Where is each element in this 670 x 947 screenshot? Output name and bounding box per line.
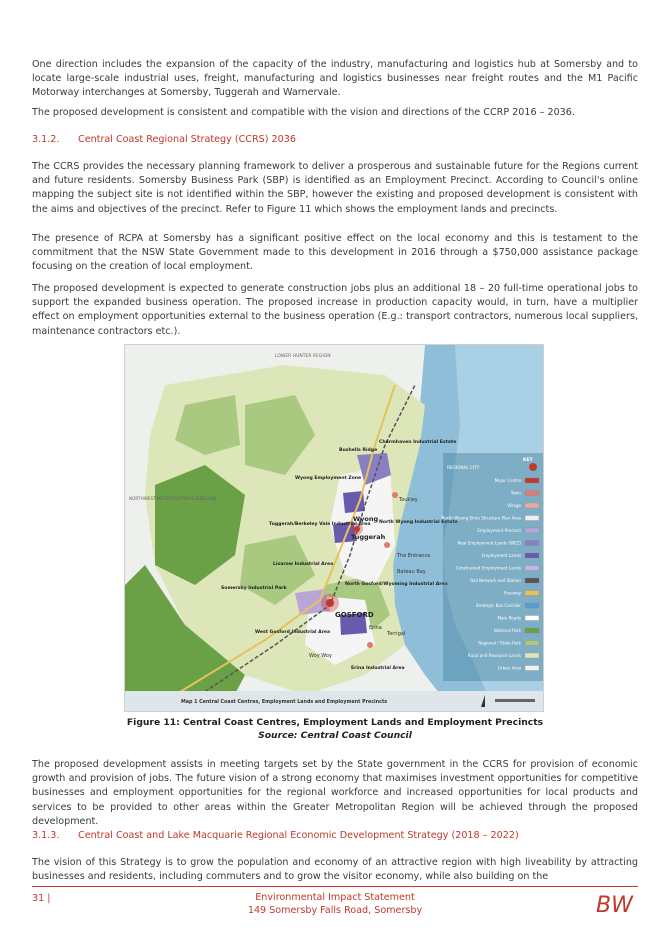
section-title: Central Coast Regional Strategy (CCRS) 2036	[78, 134, 296, 145]
legend-swatch	[525, 491, 539, 496]
company-logo	[594, 888, 638, 918]
svg-text:BW: BW	[596, 893, 633, 918]
figure-map	[124, 344, 544, 712]
map-label-west-gosford: West Gosford Industrial Area	[255, 630, 331, 635]
scale-bar	[495, 699, 535, 702]
map-label-north-gosford: North Gosford/Wyoming Industrial Area	[345, 582, 448, 587]
map-label-tuggerah: Tuggerah	[351, 533, 386, 541]
section-number: 3.1.3.	[32, 830, 60, 841]
section-number: 3.1.2.	[32, 134, 60, 145]
paragraph-targets: The proposed development assists in meeting targets set by the State government in the CCRS for provision of economic growth and provision of jobs. The future vision of a strong economy that maximises investment opportunities for competitive businesses and employment opportunities for the regional workforce and increased opportunities for local products and services to be provided to other areas within the Greater Metropolitan Region will be achieved through the proposed development.	[32, 759, 638, 827]
legend-item-label: North Wyong Shire Structure Plan Area	[441, 515, 521, 521]
legend-key-label: KEY	[523, 458, 533, 463]
legend-swatch	[525, 478, 539, 483]
legend-item-label: Employment Precinct	[477, 528, 521, 533]
figure-source: Source: Central Coast Council	[258, 730, 412, 741]
legend-swatch	[525, 666, 539, 671]
legend-swatch	[525, 603, 539, 608]
section-heading-3-1-2	[32, 134, 296, 145]
map-label-wyong-employment: Wyong Employment Zone	[295, 476, 362, 481]
map-label-tuggerah-berkeley: Tuggerah/Berkeley Vale Industrial Area	[269, 522, 371, 527]
legend-item-label: Employment Lands	[481, 553, 521, 558]
legend-swatch	[525, 541, 539, 546]
map-label-northwest-metro: NORTHWEST METROPOLITAN SUBREGION	[129, 496, 217, 501]
legend-item-label: Rural and Resource Lands	[467, 653, 521, 658]
legend-item-label: Urban Area	[497, 665, 521, 671]
section-heading-3-1-3	[32, 830, 519, 841]
map-label-somersby: Somersby Industrial Park	[221, 586, 287, 591]
map-legend	[441, 453, 543, 681]
footer-title: Environmental Impact Statement	[255, 892, 415, 903]
map-label-bateau-bay: Bateau Bay	[397, 569, 426, 575]
legend-swatch	[525, 653, 539, 658]
legend-item-label: Regional / State Park	[478, 640, 521, 646]
map-label-north-wyong: North Wyong Industrial Estate	[379, 520, 458, 525]
legend-item-label: Strategic Bus Corridor	[475, 603, 521, 608]
legend-swatch	[525, 641, 539, 646]
footer-divider	[32, 886, 638, 887]
legend-swatch	[525, 628, 539, 633]
legend-swatch	[525, 566, 539, 571]
map-label-charmhaven: Charmhaven Industrial Estate	[379, 440, 457, 445]
legend-item-label: Village	[507, 503, 521, 508]
legend-item-label: New Employment Lands (WEZ)	[457, 540, 521, 546]
map-label-woy-woy: Woy Woy	[309, 653, 332, 659]
figure-caption: Figure 11: Central Coast Centres, Employment Lands and Employment Precincts	[126, 717, 544, 728]
map-label-the-entrance: The Entrance	[397, 553, 431, 559]
legend-regional-city: REGIONAL CITY	[447, 465, 480, 470]
legend-swatch	[525, 591, 539, 596]
paragraph-ccrs-framework: The CCRS provides the necessary planning framework to deliver a prosperous and sustainable future for the Regions current and future residents. Somersby Business Park (SBP) is identified as an Employment Precinct. According to Council's online mapping the subject site is not identified within the SBP, however the existing and proposed development is consistent with the aims and objectives of the precinct. Refer to Figure 11 which shows the employment lands and precincts.	[32, 161, 638, 215]
map-label-gosford: GOSFORD	[335, 611, 374, 619]
map-label-bushells-ridge: Bushells Ridge	[339, 448, 378, 453]
legend-item-label: Constrained Employment Lands	[455, 565, 521, 571]
legend-swatch	[525, 553, 539, 558]
legend-item-label: Rail Network and Station	[470, 578, 521, 583]
map-label-erina-industrial: Erina Industrial Area	[351, 666, 405, 671]
legend-swatch	[525, 503, 539, 508]
legend-item-label: Major Centre	[494, 478, 521, 483]
map-label-erina: Erina	[369, 625, 382, 631]
section-title: Central Coast and Lake Macquarie Regional Economic Development Strategy (2018 – 2022)	[78, 830, 519, 841]
footer-address: 149 Somersby Falls Road, Somersby	[247, 905, 423, 916]
legend-item-label: Main Roads	[497, 615, 521, 621]
page-number: 31 |	[32, 893, 51, 904]
map-label-toukley: Toukley	[399, 497, 418, 503]
paragraph-strategy-vision: The vision of this Strategy is to grow the population and economy of an attractive region with high liveability by attracting businesses and residents, including commuters and to grow the visitor economy, while also building on the	[32, 857, 638, 883]
legend-item-label: National Park	[493, 628, 521, 633]
paragraph-ccrp-consistency: The proposed development is consistent and compatible with the vision and directions of the CCRP 2016 – 2036.	[32, 107, 575, 118]
paragraph-jobs: The proposed development is expected to generate construction jobs plus an additional 18 – 20 full-time operational jobs to support the expanded business operation. The proposed increase in production capacity would, in turn, have a multiplier effect on employment opportunities external to the business operation (E.g.: transport contractors, numerous local suppliers, maintenance contractors etc.).	[32, 283, 638, 337]
legend-swatch	[525, 516, 539, 521]
legend-swatch	[525, 616, 539, 621]
map-label-lisarow: Lisarow Industrial Area	[273, 562, 334, 567]
map-label-terrigal: Terrigal	[387, 631, 406, 637]
legend-item-label: Freeway	[504, 590, 521, 596]
map-title: Map 1 Central Coast Centres, Employment Lands and Employment Precincts	[181, 700, 388, 705]
paragraph-ccrp-direction: One direction includes the expansion of the capacity of the industry, manufacturing and logistics hub at Somersby and to locate large-scale industrial uses, freight, manufacturing and logistics businesses near freight routes and the M1 Pacific Motorway interchanges at Somersby, Tuggerah and Warnervale.	[32, 59, 638, 99]
paragraph-rcpa-presence: The presence of RCPA at Somersby has a significant positive effect on the local economy and this is testament to the commitment that the NSW State Government made to this development in 2016 through a $750,000 assistance package focusing on the creation of local employment.	[32, 233, 638, 273]
legend-swatch	[525, 528, 539, 533]
legend-swatch	[525, 578, 539, 583]
legend-item-label: Town	[510, 490, 521, 496]
map-label-wyong: Wyong	[353, 515, 379, 523]
map-label-lower-hunter: LOWER HUNTER REGION	[275, 354, 331, 359]
